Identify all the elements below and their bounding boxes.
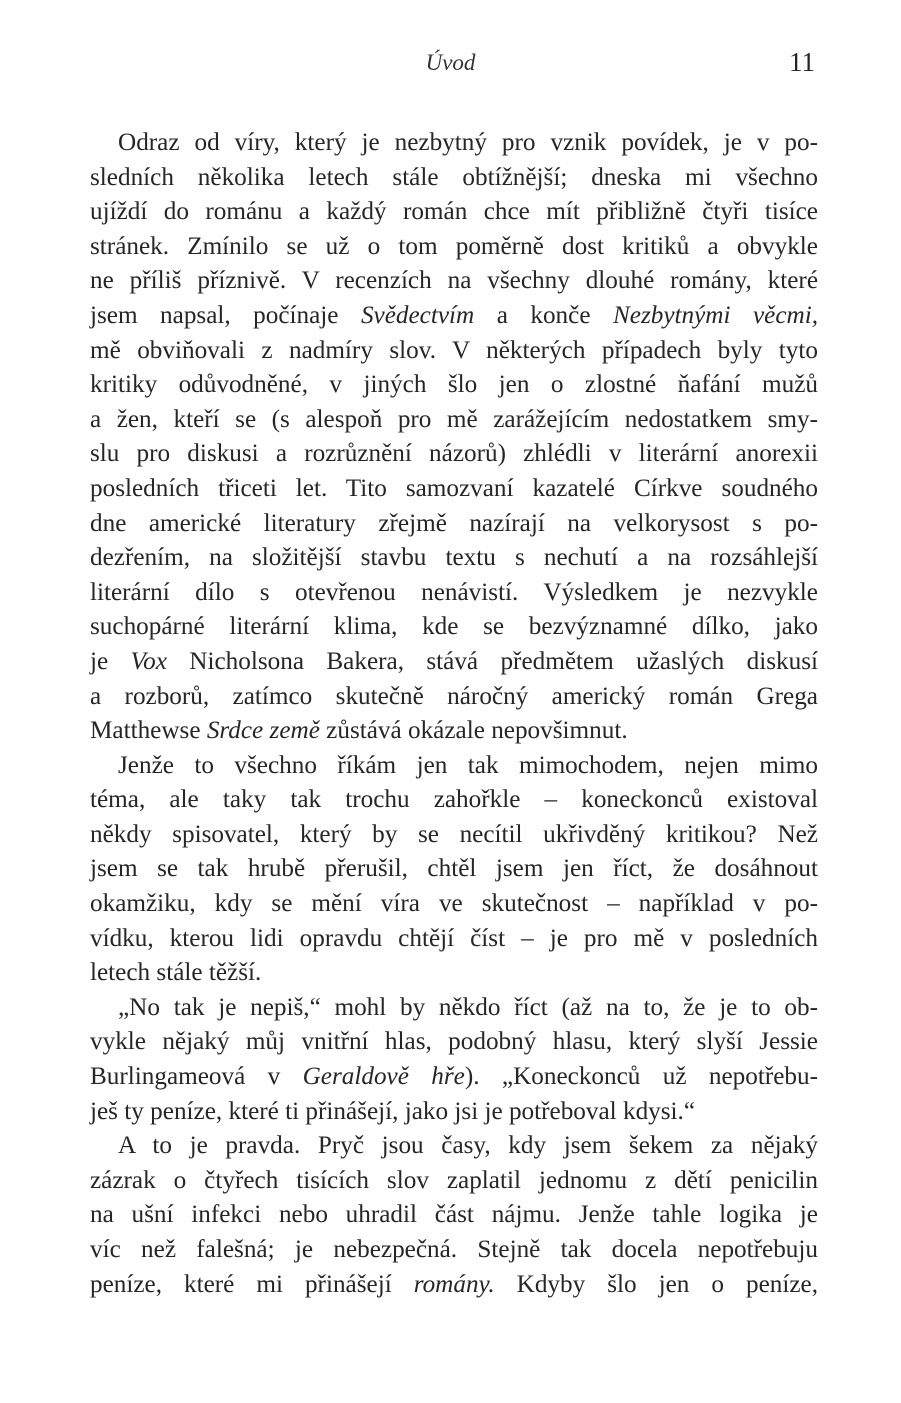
text-segment: Matthewse (90, 717, 207, 745)
italic-title: Vox (130, 647, 167, 675)
text-line (90, 991, 818, 1026)
italic-title: Geraldově hře (302, 1063, 465, 1091)
text-line (90, 195, 818, 230)
text-line (90, 1095, 818, 1130)
text-line (90, 610, 818, 645)
text-line (90, 1198, 818, 1233)
text-line (90, 783, 818, 818)
text-line (90, 1025, 818, 1060)
text-line (90, 852, 818, 887)
text-segment: a rozborů, zatímco skutečně náročný americký román Grega (90, 682, 818, 710)
text-line (90, 749, 818, 784)
text-segment: jsem se tak hrubě přerušil, chtěl jsem jen říct, že dosáhnout (90, 855, 818, 883)
page-number: 11 (789, 47, 815, 77)
text-line (90, 1060, 818, 1095)
text-segment: a žen, kteří se (s alespoň pro mě zarážejícím nedostatkem smy- (90, 405, 818, 433)
text-segment: mě obviňovali z nadmíry slov. V některých případech byly tyto (90, 336, 818, 364)
text-segment: slu pro diskusi a rozrůznění názorů) zhlédli v literární anorexii (90, 440, 818, 468)
text-segment: sledních několika letech stále obtížnější; dneska mi všechno (90, 163, 818, 191)
body-text (90, 126, 818, 1302)
text-segment: kritiky odůvodněné, v jiných šlo jen o zlostné ňafání mužů (90, 371, 818, 399)
text-segment: na ušní infekci nebo uhradil část nájmu. Jenže tahle logika je (90, 1201, 818, 1229)
text-line (90, 680, 818, 715)
text-segment: a konče (474, 301, 613, 329)
text-line (90, 956, 818, 991)
text-segment: suchopárné literární klima, kde se bezvýznamné dílko, jako (90, 613, 818, 641)
text-line (90, 126, 818, 161)
text-segment: peníze, které mi přinášejí (90, 1270, 414, 1298)
text-segment: víc než falešná; je nebezpečná. Stejně tak docela nepotřebuju (90, 1236, 818, 1263)
text-segment: letech stále těžší. (90, 959, 262, 987)
text-segment: Jenže to všechno říkám jen tak mimochodem, nejen mimo (118, 751, 818, 779)
text-segment: je (90, 647, 131, 675)
text-segment: Kdyby šlo jen o peníze, (494, 1270, 819, 1298)
text-segment: vídku, kterou lidi opravdu chtějí číst – je pro mě v posledních (90, 924, 818, 952)
text-segment: vykle nějaký můj vnitřní hlas, podobný hlasu, který slyší Jessie (90, 1028, 818, 1056)
text-segment: stránek. Zmínilo se už o tom poměrně dost kritiků a obvykle (90, 232, 818, 260)
text-line (90, 1164, 818, 1199)
text-segment: „No tak je nepiš,“ mohl by někdo říct (až na to, že je to ob- (118, 993, 818, 1021)
text-segment: zůstává okázale nepovšimnut. (319, 717, 628, 745)
italic-title: romány. (413, 1270, 495, 1298)
text-segment: Burlingameová v (90, 1063, 303, 1091)
italic-title: Nezbytnými věcmi, (612, 301, 818, 329)
text-segment: téma, ale taky tak trochu zahořkle – koneckonců existoval (90, 786, 818, 814)
text-line (90, 887, 818, 922)
text-segment: dezřením, na složitější stavbu textu s nechutí a na rozsáhlejší (90, 544, 818, 572)
text-segment: ). „Koneckonců už nepotřebu- (464, 1063, 818, 1091)
text-line (90, 541, 818, 576)
text-segment: ne příliš příznivě. V recenzích na všechny dlouhé romány, které (90, 267, 818, 295)
text-line (90, 161, 818, 196)
text-line (90, 368, 818, 403)
text-segment: ješ ty peníze, které ti přinášejí, jako jsi je potřeboval kdysi.“ (90, 1097, 696, 1125)
running-header-title: Úvod (425, 50, 476, 75)
text-line (90, 645, 818, 680)
text-line (90, 507, 818, 542)
text-segment: někdy spisovatel, který by se necítil ukřivděný kritikou? Než (90, 820, 818, 848)
text-line (90, 230, 818, 265)
text-line (90, 576, 818, 611)
text-line (90, 818, 818, 853)
italic-title: Srdce země (206, 717, 320, 745)
text-line (90, 714, 818, 749)
text-line (90, 472, 818, 507)
text-segment: Nicholsona Bakera, stává předmětem užaslých diskusí (166, 647, 818, 675)
text-segment: jsem napsal, počínaje (90, 301, 361, 329)
text-segment: A to je pravda. Pryč jsou časy, kdy jsem šekem za nějaký (118, 1132, 818, 1160)
text-line (90, 922, 818, 957)
text-segment: dne americké literatury zřejmě nazírají na velkorysost s po- (90, 509, 818, 537)
text-segment: okamžiku, kdy se mění víra ve skutečnost – například v po- (90, 890, 818, 918)
text-segment: Odraz od víry, který je nezbytný pro vznik povídek, je v po- (118, 129, 818, 156)
italic-title: Svědectvím (360, 301, 475, 329)
text-line (90, 403, 818, 438)
text-line (90, 1233, 818, 1268)
text-line (90, 437, 818, 472)
text-line (90, 299, 818, 334)
text-segment: literární dílo s otevřenou nenávistí. Výsledkem je nezvykle (90, 578, 818, 606)
text-segment: posledních třiceti let. Tito samozvaní kazatelé Církve soudného (90, 474, 818, 502)
text-segment: zázrak o čtyřech tisících slov zaplatil jednomu z dětí penicilin (90, 1166, 818, 1194)
text-line (90, 1268, 818, 1303)
text-line (90, 334, 818, 369)
text-segment: ujíždí do románu a každý román chce mít přibližně čtyři tisíce (90, 198, 818, 226)
text-line (90, 264, 818, 299)
text-line (90, 1129, 818, 1164)
